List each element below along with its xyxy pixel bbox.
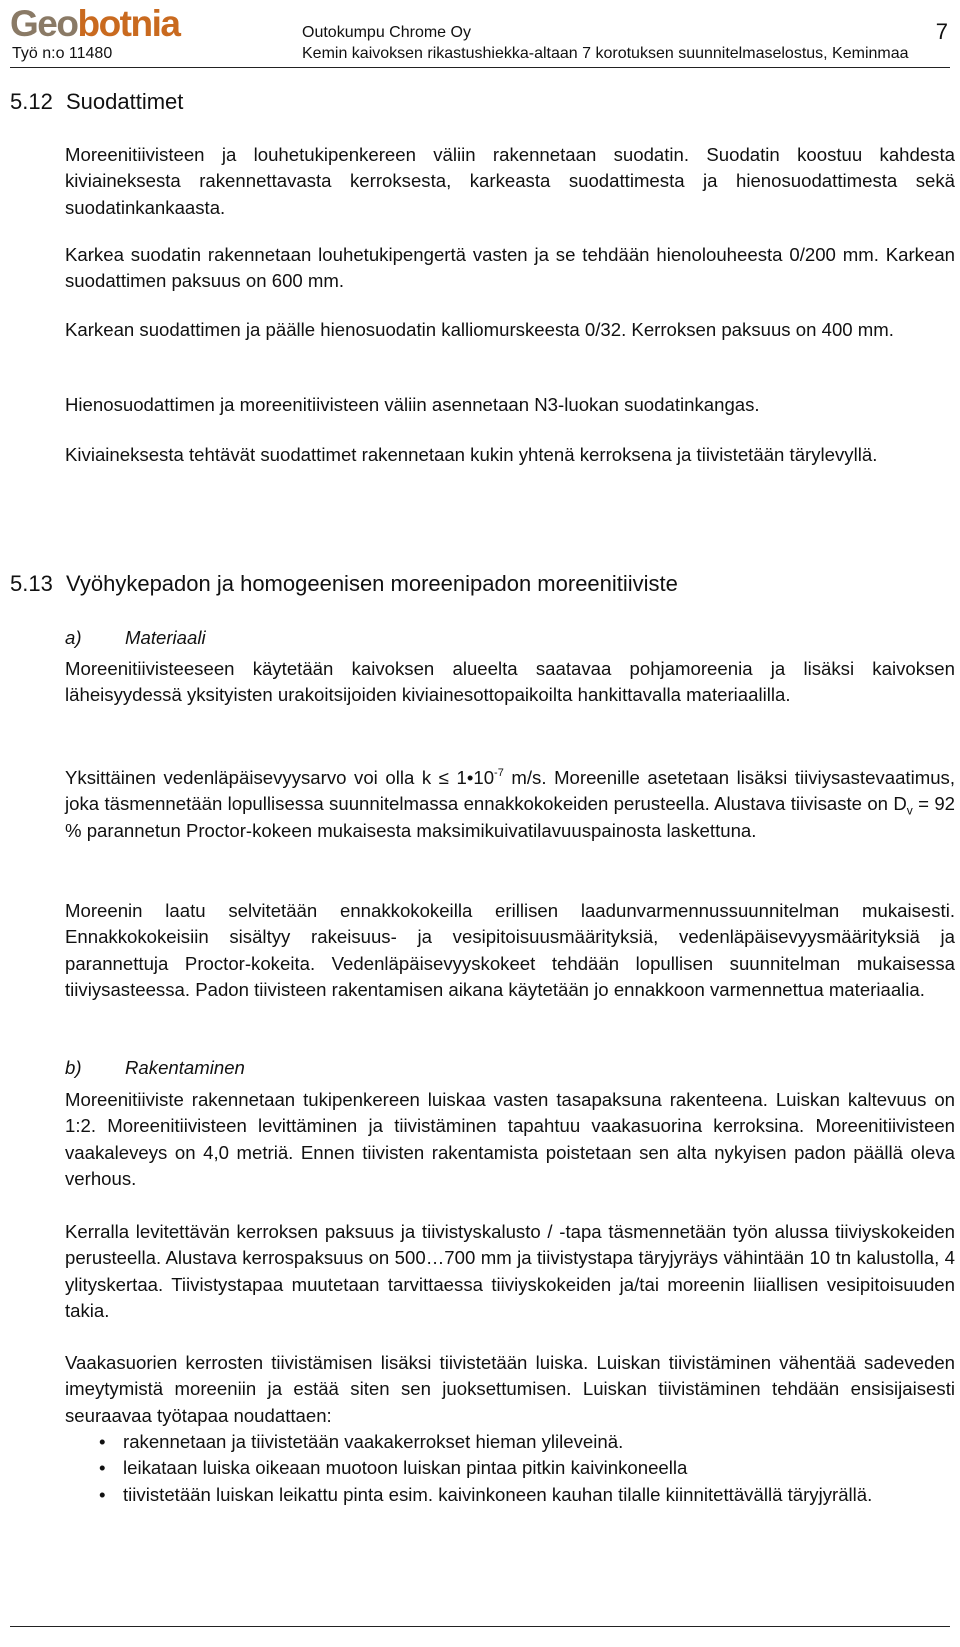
material-paragraph-3: Moreenin laatu selvitetään ennakkokokeilla erillisen laadunvarmennussuunnitelman mukaisesti. Ennakkokokeisiin sisältyy rakeisuus- ja vesipitoisuusmäärityksiä, vedenläpäisevyysmäärityksiä ja parannettuja Proctor-kokeita. Vedenläpäisevyyskokeet tehdään lopullisen suunnitelman mukaisessa tiiviysasteessa. Padon tiivisteen rakentamisen aikana käytetään jo ennakkoon varmennettua materiaalia. [65,900,955,1000]
section-512-paragraph-5: Kiviaineksesta tehtävät suodattimet rakennetaan kukin yhtenä kerroksena ja tiivistetään tärylevyllä. [65,444,878,465]
section-512-heading [10,89,183,115]
exponent: -7 [494,766,504,779]
list-item [65,1455,955,1481]
page-header [0,0,960,70]
construction-paragraph-2: Kerralla levitettävän kerroksen paksuus ja tiivistyskalusto / -tapa täsmennetään työn alussa tiiviyskokeiden perusteella. Alustava kerrospaksuus on 500…700 mm ja tiivistystapa täryjyräys vähintään 10 tn kalustolla, 4 ylityskertaa. Tiivistystapaa muutetaan tarvittaessa tiiviyskokeiden ja/tai moreenin liiallisen vesipitoisuuden takia. [65,1221,955,1321]
permeability-text-2: 1 [448,767,467,788]
bullet-icon: • [99,1483,106,1505]
section-513-number: 5.13 [10,571,53,596]
permeability-text-4: m/s. Moreenille asetetaan lisäksi tiiviysastevaatimus, joka täsmennetään lopullisessa suunnitelmassa ennakkokokeiden perusteella. Alustava tiivisaste on D [65,767,955,815]
list-item-text: leikataan luiska oikeaan muotoon luiskan pintaa pitkin kaivinkoneella [123,1457,688,1479]
material-paragraph-2 [65,765,955,844]
section-512-number: 5.12 [10,89,53,114]
material-paragraph-1: Moreenitiivisteeseen käytetään kaivoksen alueelta saatavaa pohjamoreenia ja lisäksi kaivoksen läheisyydessä yksityisten urakoitsijoiden kiviainesottopaikoilta hankittavalla materiaalilla. [65,658,955,706]
section-512-title: Suodattimet [66,89,184,114]
bullet-icon: • [99,1431,106,1452]
subsection-a-heading [65,625,206,651]
permeability-text-3: 10 [473,767,495,788]
geobotnia-logo [10,2,179,46]
subsection-a-title: Materiaali [125,627,206,648]
permeability-text-5: = 92 % parannetun Proctor-kokeen mukaisesta maksimikuivatilavuuspainosta laskettuna. [65,793,955,841]
list-item [65,1429,955,1455]
section-513-title: Vyöhykepadon ja homogeenisen moreenipadon moreenitiiviste [66,571,678,596]
section-513-heading [10,571,678,597]
logo-part-geo: Geo [10,3,78,44]
construction-paragraph-1: Moreenitiiviste rakennetaan tukipenkereen luiskaa vasten tasapaksuna rakenteena. Luiskan kaltevuus on 1:2. Moreenitiivisteen levittäminen ja tiivistäminen tapahtuu vaakasuorina kerroksina. Moreenitiivisteen vaakaleveys on 4,0 metriä. Ennen tiivisten rakentamista poistetaan sen alta nykyisen padon päällä oleva verhous. [65,1089,955,1189]
multiplication-dot: • [466,767,474,788]
permeability-text-1: Yksittäinen vedenläpäisevyysarvo voi olla k [65,767,439,788]
list-item-text: rakennetaan ja tiivistetään vaakakerrokset hieman ylileveinä. [123,1431,624,1452]
logo-part-botnia: botnia [77,3,180,44]
bullet-icon: • [99,1457,106,1479]
less-equal-symbol: ≤ [438,767,449,788]
footer-divider [10,1626,950,1627]
subsection-b-title: Rakentaminen [125,1057,245,1078]
page-number: 7 [935,19,948,44]
subscript-v: v [906,804,913,819]
subsection-b-heading [65,1055,245,1081]
section-512-paragraph-3: Karkean suodattimen ja päälle hienosuodatin kalliomurskeesta 0/32. Kerroksen paksuus on 400 mm. [65,319,894,340]
company-name: Outokumpu Chrome Oy [302,24,471,41]
subsection-a-label: a) [65,627,82,648]
section-512-paragraph-2: Karkea suodatin rakennetaan louhetukipengertä vasten ja se tehdään hienolouheesta 0/200 mm. Karkean suodattimen paksuus on 600 mm. [65,244,955,292]
subsection-b-label: b) [65,1057,82,1078]
document-title: Kemin kaivoksen rikastushiekka-altaan 7 korotuksen suunnitelmaselostus, Keminmaa [302,45,909,62]
header-divider [10,67,950,68]
list-item-text: tiivistetään luiskan leikattu pinta esim. kaivinkoneen kauhan tilalle kiinnitettävällä täryjyrällä. [123,1483,873,1505]
construction-paragraph-3: Vaakasuorien kerrosten tiivistämisen lisäksi tiivistetään luiska. Luiskan tiivistäminen vähentää sadeveden imeytymistä moreeniin ja estää siten sen juoksettumisen. Luiskan tiivistäminen tehdään ensisijaisesti seuraavaa työtapaa noudattaen: [65,1352,955,1426]
method-bullet-list [65,1429,955,1508]
section-512-paragraph-1: Moreenitiivisteen ja louhetukipenkereen väliin rakennetaan suodatin. Suodatin koostuu kahdesta kiviaineksesta rakennettavasta kerroksesta, karkeasta suodattimesta ja hienosuodattimesta sekä suodatinkankaasta. [65,144,955,218]
list-item [65,1482,955,1508]
work-number: Työ n:o 11480 [12,45,113,62]
section-512-paragraph-4: Hienosuodattimen ja moreenitiivisteen väliin asennetaan N3-luokan suodatinkangas. [65,394,760,415]
